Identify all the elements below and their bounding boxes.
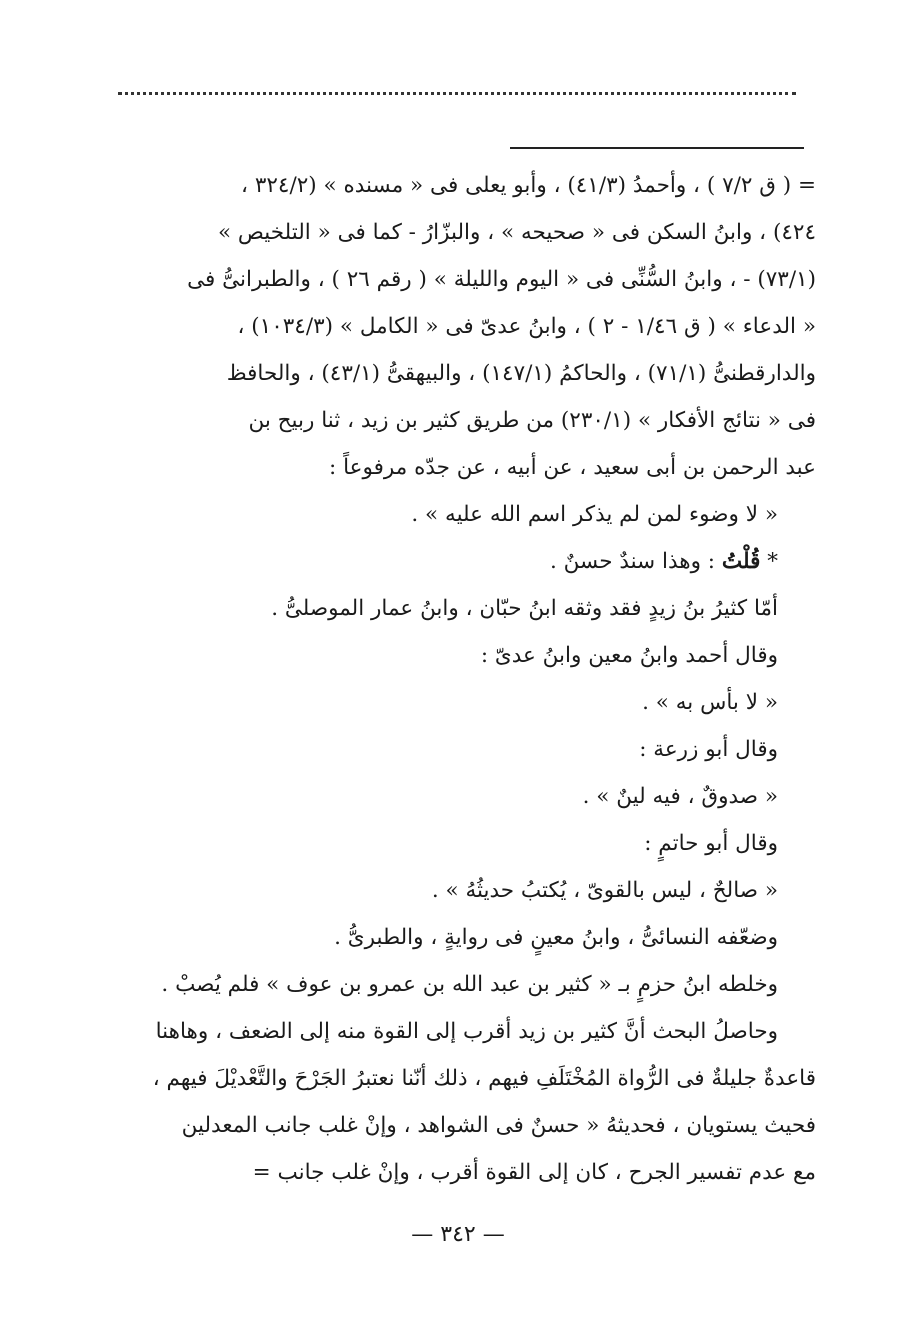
quote-line: « صدوقٌ ، فيه لينٌ » .: [582, 784, 778, 809]
text-line: وقال أحمد وابنُ معين وابنُ عدىّ :: [480, 643, 778, 668]
text-line: عبد الرحمن بن أبى سعيد ، عن أبيه ، عن جدّه مرفوعاً :: [329, 455, 816, 480]
text-line: وقال أبو حاتمٍ :: [644, 831, 778, 856]
text-line: = ( ق ٧/٢ ) ، وأحمدُ (٤١/٣) ، وأبو يعلى فى « مسنده » (٣٢٤/٢ ،: [241, 173, 816, 198]
text-line: قاعدةٌ جليلةٌ فى الرُّواة المُخْتَلَفِ فيهم ، ذلك أنّنا نعتبرُ الجَرْحَ والتَّعْديْلَ فيهم ،: [152, 1066, 816, 1091]
dotted-separator: [118, 92, 796, 95]
text-line: أمّا كثيرُ بنُ زيدٍ فقد وثقه ابنُ حبّان ، وابنُ عمار الموصلىُّ .: [271, 596, 778, 621]
text-line: ٤٢٤) ، وابنُ السكن فى « صحيحه » ، والبزّارُ - كما فى « التلخيص »: [217, 220, 816, 245]
hadith-quote: « لا وضوء لمن لم يذكر اسم الله عليه » .: [411, 502, 778, 527]
text-line: وقال أبو زرعة :: [639, 737, 778, 762]
quote-line: « لا بأس به » .: [642, 690, 778, 715]
text-line: والدارقطنىُّ (٧١/١) ، والحاكمُ (١٤٧/١) ، والبيهقىُّ (٤٣/١) ، والحافظ: [226, 361, 816, 386]
text-line: وضعّفه النسائىُّ ، وابنُ معينٍ فى روايةٍ ، والطبرىُّ .: [334, 925, 778, 950]
quote-line: « صالحٌ ، ليس بالقوىّ ، يُكتبُ حديثُهُ » .: [431, 878, 778, 903]
footnote-rule: [510, 147, 804, 149]
text-line: مع عدم تفسير الجرح ، كان إلى القوة أقرب ، وإنْ غلب جانب =: [252, 1160, 816, 1185]
star-marker: *: [767, 549, 778, 574]
text-line: فحيث يستويان ، فحديثهُ « حسنٌ فى الشواهد ، وإنْ غلب جانب المعدلين: [181, 1113, 816, 1138]
page-number: — ٣٤٢ —: [411, 1222, 505, 1247]
qultu-label: قُلْتُ: [721, 549, 761, 574]
text-line: (٧٣/١) - ، وابنُ السُّنِّى فى « اليوم والليلة » ( رقم ٢٦ ) ، والطبرانىُّ فى: [187, 267, 816, 292]
footnote-text: [108, 162, 816, 1196]
qultu-line: [108, 538, 816, 585]
text-line: « الدعاء » ( ق ١/٤٦ - ٢ ) ، وابنُ عدىّ فى « الكامل » (١٠٣٤/٣) ،: [237, 314, 816, 339]
qultu-rest: : وهذا سندٌ حسنٌ .: [550, 549, 716, 574]
text-line: وخلطه ابنُ حزمٍ بـ « كثير بن عبد الله بن عمرو بن عوف » فلم يُصبْ .: [161, 972, 778, 997]
text-line: فى « نتائج الأفكار » (٢٣٠/١) من طريق كثير بن زيد ، ثنا ربيح بن: [248, 408, 816, 433]
text-line: وحاصلُ البحث أنَّ كثير بن زيد أقرب إلى القوة منه إلى الضعف ، وهاهنا: [155, 1019, 778, 1044]
